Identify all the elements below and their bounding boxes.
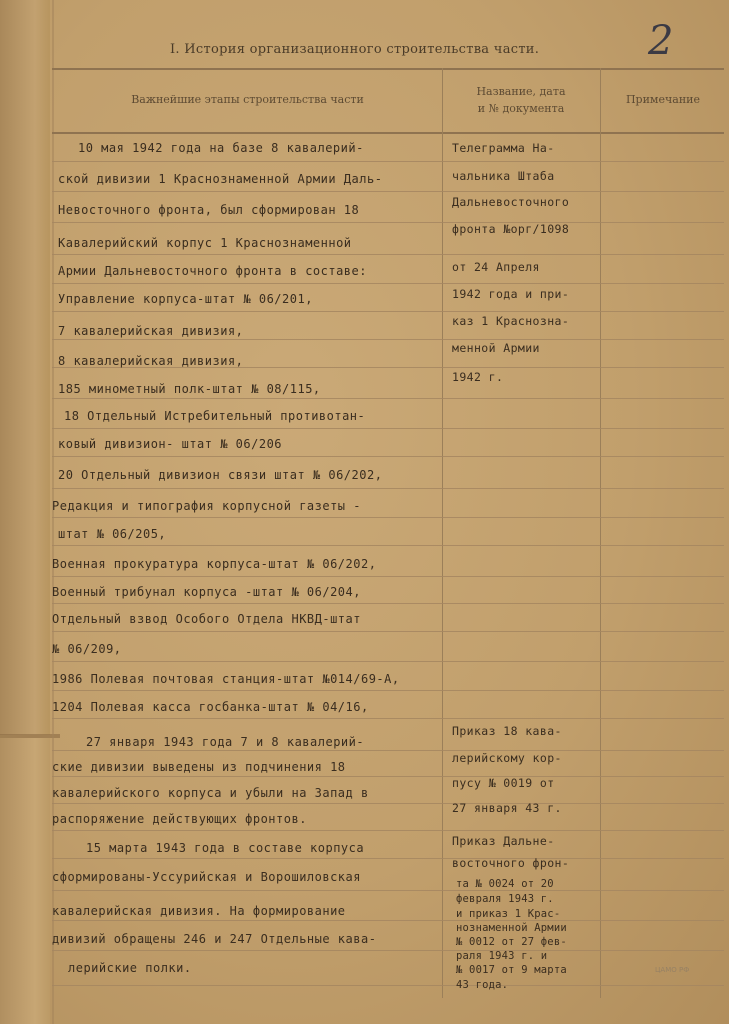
column-header-note: Примечание (625, 93, 701, 106)
stage-line: кавалерийская дивизия. На формирование (52, 904, 346, 918)
ruled-line (52, 830, 724, 831)
ruled-line (52, 858, 724, 859)
ruled-line (52, 488, 724, 489)
stage-line: 15 марта 1943 года в составе корпуса (86, 841, 365, 855)
stage-line: 1986 Полевая почтовая станция-штат №014/69-А, (52, 672, 400, 686)
column-header-stages: Важнейшие этапы строительства части (131, 93, 364, 106)
ruled-line (52, 950, 724, 951)
stage-line: штат № 06/205, (58, 527, 167, 541)
stage-line: 1204 Полевая касса госбанка-штат № 04/16, (52, 700, 369, 714)
document-line: Дальневосточного (452, 195, 570, 209)
ruled-line (52, 718, 724, 719)
document-line: нознаменной Армии (456, 922, 567, 934)
ruled-line (52, 803, 724, 804)
ruled-line (52, 776, 724, 777)
binding-strip-tear (0, 734, 60, 738)
document-line: восточного фрон- (452, 856, 570, 870)
ruled-line (52, 603, 724, 604)
document-line: и приказ 1 Крас- (456, 908, 561, 920)
binding-strip-top (0, 0, 50, 735)
document-line: менной Армии (452, 341, 540, 355)
document-line: № 0017 от 9 марта (456, 964, 567, 976)
stage-line: Редакция и типография корпусной газеты - (52, 499, 361, 513)
table-header-bottom-border (52, 132, 724, 134)
stage-line: кавалерийского корпуса и убыли на Запад в (52, 786, 369, 800)
document-line: 1942 года и при- (452, 287, 570, 301)
ruled-line (52, 661, 724, 662)
ruled-line (52, 339, 724, 340)
document-line: 1942 г. (452, 370, 504, 384)
document-line: от 24 Апреля (452, 260, 540, 274)
stage-line: 185 минометный полк-штат № 08/115, (58, 382, 321, 396)
binding-strip-bottom (0, 738, 50, 1024)
document-line: каз 1 Краснозна- (452, 314, 570, 328)
ruled-line (52, 631, 724, 632)
stage-line: Отдельный взвод Особого Отдела НКВД-штат (52, 612, 361, 626)
ruled-line (52, 890, 724, 891)
stage-line: ские дивизии выведены из подчинения 18 (52, 760, 346, 774)
column-header-doc-line2: и № документа (477, 102, 565, 115)
stage-line: Невосточного фронта, был сформирован 18 (58, 203, 360, 217)
ruled-line (52, 576, 724, 577)
stage-line: 8 кавалерийская дивизия, (58, 354, 244, 368)
ruled-line (52, 283, 724, 284)
stage-line: дивизий обращены 246 и 247 Отдельные кава- (52, 932, 377, 946)
stage-line: Военный трибунал корпуса -штат № 06/204, (52, 585, 361, 599)
ruled-line (52, 311, 724, 312)
ruled-line (52, 750, 724, 751)
document-line: Приказ Дальне- (452, 834, 555, 848)
document-line: чальника Штаба (452, 169, 555, 183)
stage-line: Управление корпуса-штат № 06/201, (58, 292, 313, 306)
stage-line: 18 Отдельный Истребительный противотан- (64, 409, 366, 423)
ruled-line (52, 398, 724, 399)
stage-line: 20 Отдельный дивизион связи штат № 06/202, (58, 468, 383, 482)
ruled-line (52, 222, 724, 223)
document-line: Телеграмма На- (452, 141, 555, 155)
document-line: 43 года. (456, 979, 509, 991)
ruled-line (52, 545, 724, 546)
ruled-line (52, 191, 724, 192)
stage-line: 7 кавалерийская дивизия, (58, 324, 244, 338)
document-line: фронта №орг/1098 (452, 222, 570, 236)
document-line: лерийскому кор- (452, 751, 562, 765)
stage-line: 27 января 1943 года 7 и 8 кавалерий- (86, 735, 365, 749)
stage-line: Военная прокуратура корпуса-штат № 06/202, (52, 557, 377, 571)
page-number: 2 (648, 18, 674, 64)
document-line: раля 1943 г. и (456, 950, 548, 962)
document-line: та № 0024 от 20 (456, 878, 554, 890)
stage-line: 10 мая 1942 года на базе 8 кавалерий- (78, 141, 364, 155)
column-header-doc-line1: Название, дата (476, 85, 566, 98)
ruled-line (52, 161, 724, 162)
document-line: 27 января 43 г. (452, 801, 562, 815)
document-title: I. История организационного строительства части. (170, 42, 540, 57)
ruled-line (52, 985, 724, 986)
document-line: пусу № 0019 от (452, 776, 555, 790)
table-top-border (52, 68, 724, 70)
ruled-line (52, 456, 724, 457)
ruled-line (52, 254, 724, 255)
ruled-line (52, 517, 724, 518)
ruled-line (52, 690, 724, 691)
archive-stamp: ЦАМО РФ (655, 966, 690, 974)
stage-line: Кавалерийский корпус 1 Краснознаменной (58, 236, 352, 250)
document-line: № 0012 от 27 фев- (456, 936, 567, 948)
document-line: февраля 1943 г. (456, 893, 554, 905)
ruled-line (52, 428, 724, 429)
ruled-line (52, 920, 724, 921)
stage-line: ковый дивизион- штат № 06/206 (58, 437, 283, 451)
stage-line: распоряжение действующих фронтов. (52, 812, 307, 826)
stage-line: сформированы-Уссурийская и Ворошиловская (52, 870, 361, 884)
stage-line: ской дивизии 1 Краснознаменной Армии Даль- (58, 172, 383, 186)
stage-line: лерийские полки. (68, 961, 192, 975)
stage-line: Армии Дальневосточного фронта в составе: (58, 264, 367, 278)
stage-line: № 06/209, (52, 642, 122, 656)
document-line: Приказ 18 кава- (452, 724, 562, 738)
